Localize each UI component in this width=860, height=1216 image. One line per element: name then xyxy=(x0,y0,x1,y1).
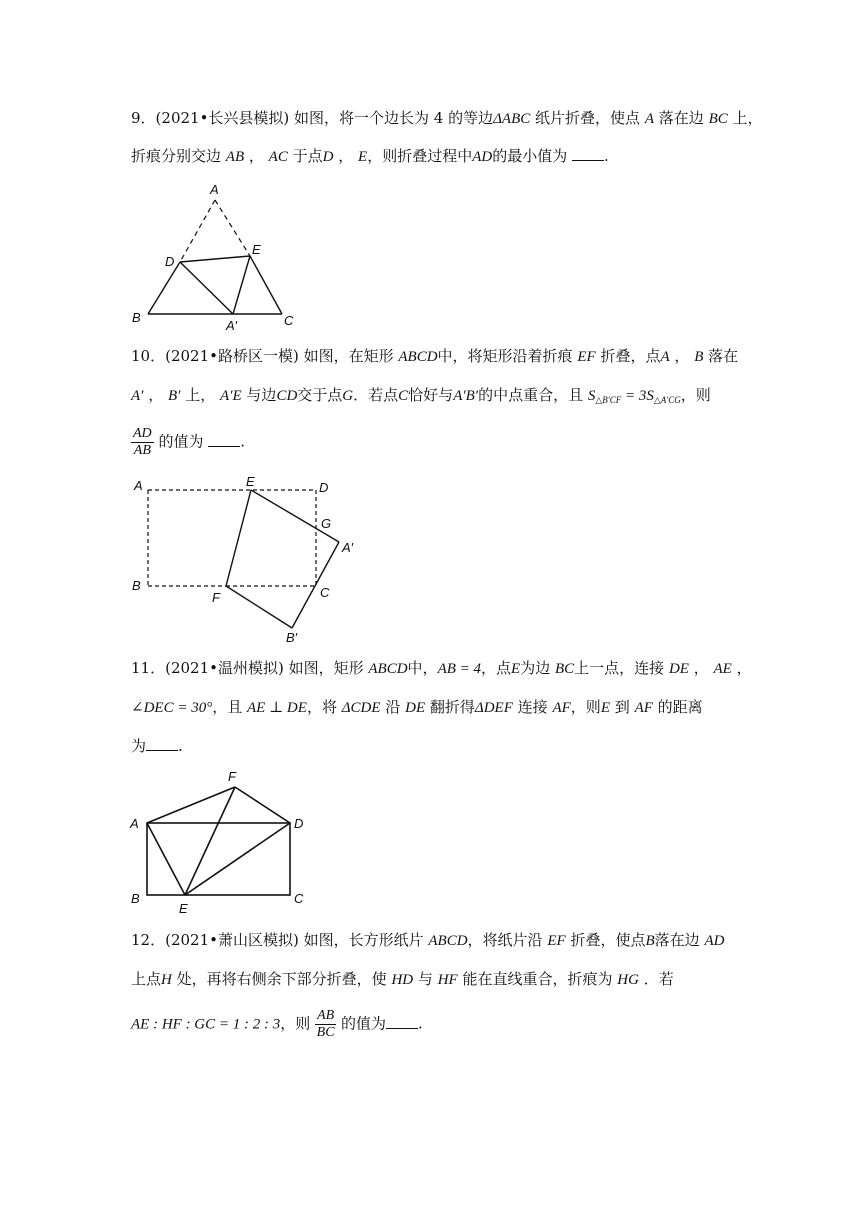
q12-text: ，将纸片沿 xyxy=(467,931,543,949)
q10-line-3: $\frac{AD}{AB}$ 的值为 . xyxy=(133,426,246,458)
q12-text: ．若 xyxy=(643,970,674,988)
q10-line-2: A′ ， B′ 上， A′E 与边CD交于点G．若点C恰好与A′B′的中点重合，且 $S_{\triangle B'CF} = 3S_{\triangle A'CG}$，则 xyxy=(131,386,711,405)
q11-triangle: ΔCDE xyxy=(341,700,381,716)
q12-segment: AD xyxy=(704,933,725,949)
q10-label-a-prime: A′ xyxy=(342,540,354,555)
q9-line-ea1 xyxy=(233,256,250,314)
q10-label-g: G xyxy=(321,516,332,531)
q12-text: 处，再将右侧余下部分折叠，使 xyxy=(176,970,387,988)
q10-label-e: E xyxy=(246,474,255,489)
q10-point: A xyxy=(660,349,670,365)
q9-text: 纸片折叠，使点 xyxy=(535,109,641,127)
q12-text: 折叠，使点 xyxy=(570,931,646,949)
q11-text: ，则 xyxy=(570,698,601,716)
q11-line-2 xyxy=(131,697,729,718)
q11-point: E xyxy=(600,700,610,716)
q9-label-b: B xyxy=(132,310,141,325)
q11-segment: DE xyxy=(405,700,426,716)
q9-text: 折痕分别交边 xyxy=(131,147,222,165)
q12-line-2 xyxy=(131,969,729,990)
q10-line-ef xyxy=(226,490,251,586)
q11-text: 上一点，连接 xyxy=(574,659,665,677)
q11-label-f: F xyxy=(228,769,236,784)
q10-segment: A′E xyxy=(220,388,242,404)
q9-segment: AC xyxy=(268,149,288,165)
q10-label-c: C xyxy=(320,585,330,600)
q11-text: 为边 xyxy=(520,659,551,677)
q10-label-b: B xyxy=(132,578,141,593)
q12-point: H xyxy=(161,972,172,988)
q11-segment: DE xyxy=(668,661,689,677)
q10-text: 落在 xyxy=(708,347,739,365)
q12-line-3: AE : HF : GC = 1 : 2 : 3，则 $\frac{AB}{BC}$ 的值为 . xyxy=(131,1008,423,1040)
q9-line-1 xyxy=(131,108,763,129)
q10-segment: A′B′ xyxy=(453,388,479,404)
q9-line-da1 xyxy=(180,262,233,314)
q10-point: C xyxy=(398,388,409,404)
q11-line-1: 11．(2021•温州模拟) 如图，矩形 ABCD中，AB = 4，点E为边 BC上一点，连接 DE ， AE ， xyxy=(131,659,752,677)
q12-segment: HF xyxy=(437,972,458,988)
q11-text: ，将 xyxy=(306,698,337,716)
q9-answer-blank xyxy=(572,146,604,161)
q11-text: ，且 xyxy=(212,698,243,716)
q9-segment: AB xyxy=(225,149,245,165)
q10-label-d: D xyxy=(319,480,329,495)
q11-text: 的距离 xyxy=(657,698,703,716)
q9-text: 落在边 xyxy=(658,109,704,127)
q10-fraction: $\frac{AD}{AB}$ xyxy=(133,426,152,458)
q12-ratio: AE : HF : GC = 1 : 2 : 3 xyxy=(131,1016,281,1033)
q10-line-1: 10．(2021•路桥区一模) 如图，在矩形 ABCD中，将矩形沿着折痕 EF 折叠，点A ， B 落在 xyxy=(131,347,739,365)
q10-label-b-prime: B′ xyxy=(286,630,298,645)
q10-point: B xyxy=(694,349,704,365)
q11-line-ae xyxy=(147,823,185,895)
q10-label-a: A xyxy=(134,478,143,493)
q11-answer-blank xyxy=(146,736,178,751)
q10-text: 的值为 xyxy=(158,432,204,451)
q9-text: 上， xyxy=(732,109,763,127)
q11-triangle: ΔDEF xyxy=(474,700,513,716)
q9-text: 9．(2021•长兴县模拟) 如图，将一个边长为 4 的等边 xyxy=(131,109,494,127)
q10-text: 10．(2021•路桥区一模) 如图，在矩形 xyxy=(131,347,394,365)
q11-segment: BC xyxy=(555,661,575,677)
q9-point: A xyxy=(644,111,655,127)
q10-text: 的中点重合，且 xyxy=(478,386,584,404)
q11-label-b: B xyxy=(131,891,140,906)
q12-text: 的值为 xyxy=(340,1014,386,1033)
q11-equation: AB = 4 xyxy=(437,661,482,677)
q10-point: G xyxy=(342,388,354,404)
q11-point: E xyxy=(511,661,521,677)
q10-point: A′ xyxy=(131,388,144,404)
q11-perpendicular: AE ⊥ DE xyxy=(247,700,307,716)
q12-fraction: $\frac{AB}{BC}$ xyxy=(316,1008,335,1040)
q12-text: 上点 xyxy=(131,970,162,988)
q10-label-f: F xyxy=(212,590,220,605)
q11-text: 到 xyxy=(614,698,630,716)
q12-text: 落在边 xyxy=(654,931,700,949)
q12-point: B xyxy=(645,933,655,949)
q9-line-bd xyxy=(148,262,180,314)
q11-figure xyxy=(120,765,320,915)
q12-text: 能在直线重合，折痕为 xyxy=(462,970,613,988)
q11-rect: ABCD xyxy=(368,661,408,677)
q10-text: 恰好与 xyxy=(408,386,454,404)
q11-line-3: 为 . xyxy=(131,737,183,755)
q12-line-1 xyxy=(131,930,729,951)
q9-segment: AD xyxy=(472,149,493,165)
q10-text: 与边 xyxy=(246,386,277,404)
q10-segment: EF xyxy=(577,349,596,365)
q9-triangle: ΔABC xyxy=(493,111,531,127)
q9-dashed-ae xyxy=(215,200,250,256)
q9-text: 于点 xyxy=(292,147,323,165)
q10-area-equation: $S_{\triangle B'CF} = 3S_{\triangle A'CG}$ xyxy=(587,388,681,405)
q9-line-ec xyxy=(250,256,282,314)
q12-text: ，则 xyxy=(280,1014,311,1033)
q11-text: ，点 xyxy=(481,659,512,677)
q10-text: ．若点 xyxy=(353,386,399,404)
q12-answer-blank xyxy=(386,1014,418,1029)
q12-segment: HG xyxy=(617,972,639,988)
q11-segment: AF xyxy=(634,700,653,716)
q11-angle: ∠DEC = 30° xyxy=(131,700,213,716)
q9-label-c: C xyxy=(284,313,294,328)
q11-text: 翻折得 xyxy=(429,698,475,716)
q10-rect: ABCD xyxy=(398,349,438,365)
q9-line-2: 折痕分别交边 AB ， AC 于点D ， E，则折叠过程中AD的最小值为 . xyxy=(131,147,609,165)
q12-text: 与 xyxy=(417,970,433,988)
q10-text: ，则 xyxy=(680,386,711,404)
q9-text: 的最小值为 xyxy=(492,147,568,165)
q9-label-d: D xyxy=(165,254,175,269)
q11-line-de xyxy=(185,823,290,895)
q10-answer-blank xyxy=(208,432,240,447)
q9-figure xyxy=(120,180,320,335)
q12-segment: EF xyxy=(547,933,566,949)
q11-line-fd xyxy=(235,787,290,823)
q9-label-e: E xyxy=(252,242,261,257)
q12-segment: HD xyxy=(391,972,414,988)
q11-label-c: C xyxy=(294,891,304,906)
q10-point: B′ xyxy=(168,388,181,404)
q11-text: 中， xyxy=(407,659,438,677)
q11-segment: AF xyxy=(552,700,571,716)
q10-text: 折叠，点 xyxy=(600,347,661,365)
q11-label-e: E xyxy=(179,901,188,916)
q11-text: 连接 xyxy=(517,698,548,716)
q9-point: D xyxy=(322,149,334,165)
q9-label-a: A xyxy=(210,182,219,197)
q12-rect: ABCD xyxy=(428,933,468,949)
q9-text: ，则折叠过程中 xyxy=(367,147,473,165)
q11-segment: AE xyxy=(713,661,732,677)
q9-label-a-prime: A′ xyxy=(226,318,238,333)
q10-segment: CD xyxy=(276,388,298,404)
q10-text: 上， xyxy=(185,386,216,404)
q9-segment: BC xyxy=(708,111,728,127)
q11-text: 为 xyxy=(131,737,147,755)
q11-label-d: D xyxy=(294,816,304,831)
q11-line-af xyxy=(147,787,235,823)
q9-dashed-ad xyxy=(180,200,215,262)
q11-rectangle xyxy=(147,823,290,895)
q9-line-de xyxy=(180,256,250,262)
q10-figure xyxy=(120,470,380,650)
q11-label-a: A xyxy=(130,816,139,831)
q12-text: 12．(2021•萧山区模拟) 如图，长方形纸片 xyxy=(131,931,424,949)
q10-line-fb1 xyxy=(226,586,292,628)
q10-text: 交于点 xyxy=(297,386,343,404)
q10-text: 中，将矩形沿着折痕 xyxy=(437,347,573,365)
q11-text: 沿 xyxy=(385,698,401,716)
q11-text: 11．(2021•温州模拟) 如图，矩形 xyxy=(131,659,364,677)
q9-point: E xyxy=(358,149,368,165)
